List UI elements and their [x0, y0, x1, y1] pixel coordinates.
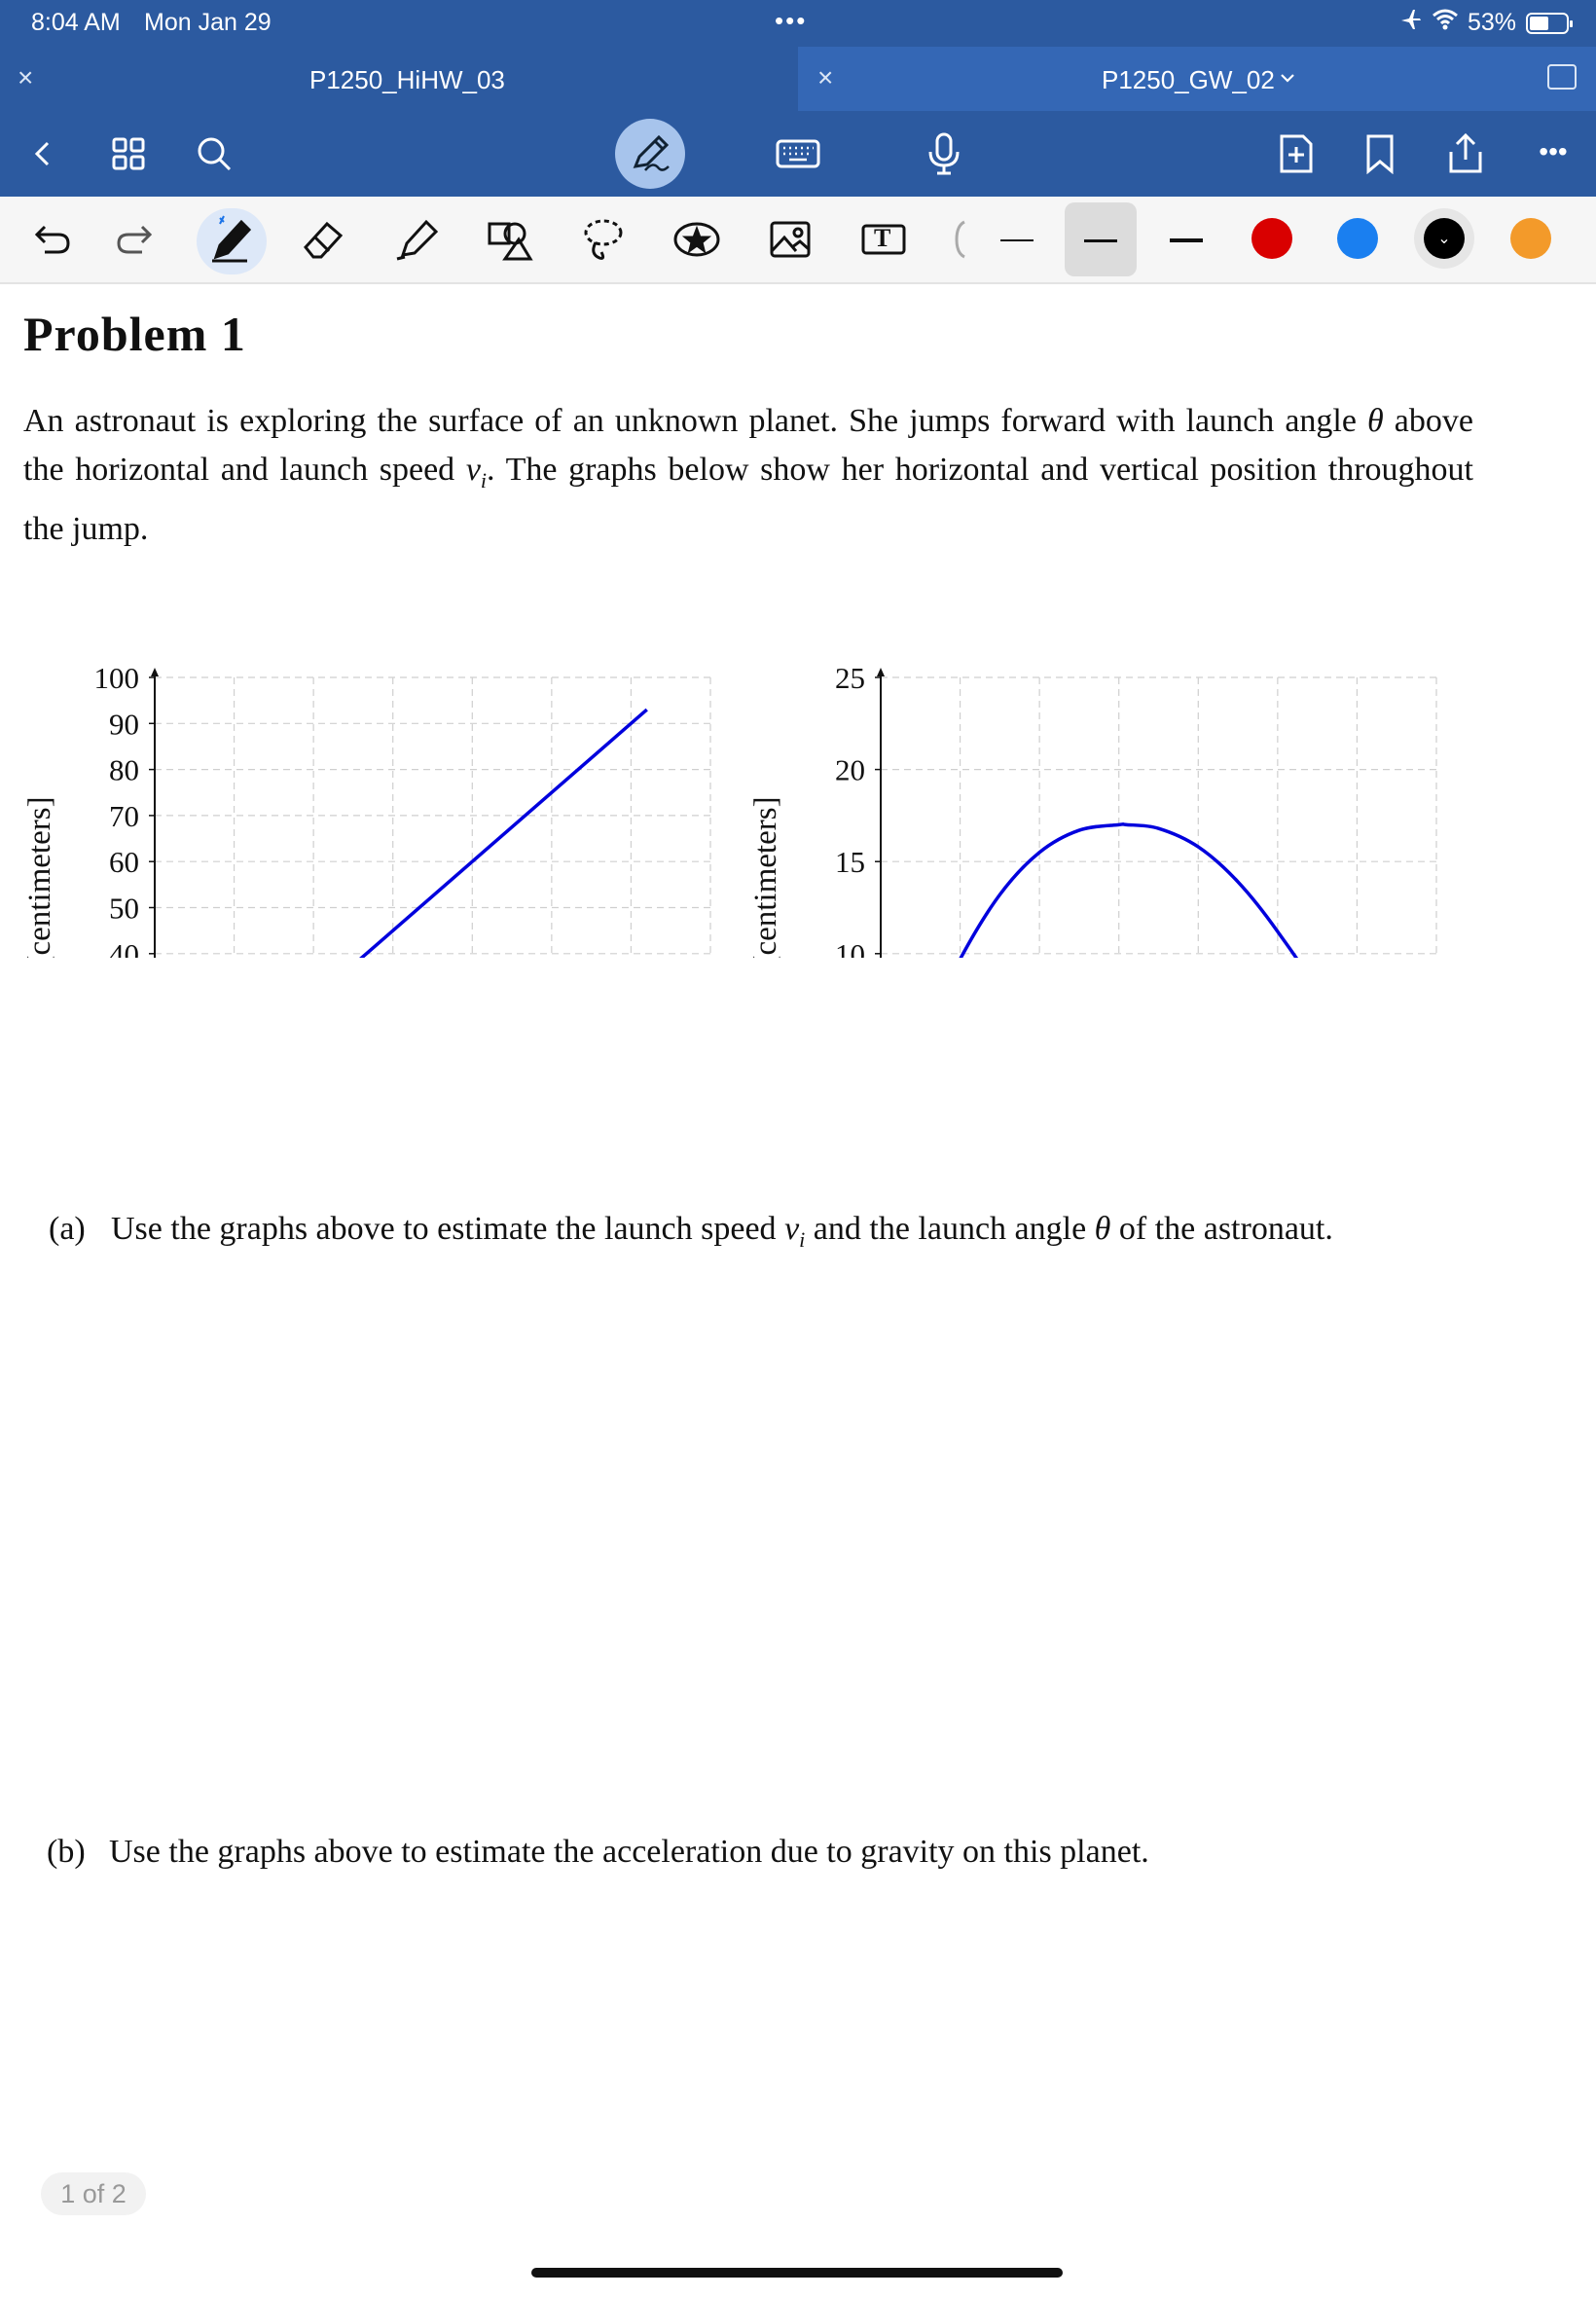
- question-a-text: Use the graphs above to estimate the launch speed $v_i$ and the launch angle θ of the astronaut.: [111, 1211, 1333, 1252]
- y-tick-label: 10: [835, 936, 865, 958]
- shapes-icon[interactable]: [485, 214, 535, 265]
- pen-tool-bar: [0, 197, 1596, 284]
- y-tick-label: 40: [109, 936, 139, 958]
- more-icon[interactable]: •••: [1539, 136, 1568, 166]
- wifi-icon: [1433, 9, 1458, 37]
- page-indicator: 1 of 2: [41, 2172, 146, 2215]
- multitasking-dots[interactable]: •••: [775, 6, 808, 35]
- sticker-icon[interactable]: [671, 214, 722, 265]
- y-tick-label: 80: [109, 752, 139, 787]
- question-b: [47, 1828, 1149, 1877]
- pen-icon[interactable]: [206, 214, 257, 265]
- question-a: [49, 1205, 1473, 1254]
- y-tick-label: 90: [109, 707, 139, 742]
- status-date: Mon Jan 29: [144, 9, 272, 36]
- series-line: [881, 824, 1373, 958]
- tab-title: P1250_HiHW_03: [309, 65, 505, 94]
- tab-p1250-hihw-03[interactable]: [0, 47, 798, 111]
- document-tab-bar: [0, 47, 1596, 111]
- undo-icon[interactable]: [27, 214, 78, 265]
- color-black-swatch[interactable]: [1424, 218, 1465, 259]
- main-toolbar: [0, 111, 1596, 197]
- y-axis-label: [centimeters]: [23, 796, 57, 958]
- stroke-medium[interactable]: [1084, 239, 1117, 242]
- home-indicator[interactable]: [531, 2268, 1063, 2278]
- keyboard-icon[interactable]: [775, 130, 821, 177]
- stroke-thin[interactable]: [1000, 239, 1034, 241]
- highlighter-icon[interactable]: [391, 214, 442, 265]
- text-icon[interactable]: [858, 214, 909, 265]
- lasso-icon[interactable]: [578, 214, 629, 265]
- close-tab-icon[interactable]: ×: [18, 62, 34, 92]
- chevron-down-icon: ⌄: [1437, 231, 1451, 247]
- close-tab-icon[interactable]: ×: [817, 62, 834, 92]
- document-page[interactable]: [0, 284, 1596, 2297]
- problem-heading: Problem 1: [23, 307, 246, 361]
- chevron-down-icon[interactable]: [1280, 67, 1295, 90]
- chart-vertical-position: [749, 568, 1469, 963]
- search-icon[interactable]: [191, 130, 237, 177]
- grid-icon[interactable]: [105, 130, 152, 177]
- y-tick-label: 60: [109, 845, 139, 880]
- eraser-icon[interactable]: [298, 214, 348, 265]
- airplane-icon: [1399, 8, 1423, 38]
- image-icon[interactable]: [765, 214, 816, 265]
- chart-horizontal-position: [23, 568, 744, 963]
- bookmark-icon[interactable]: [1357, 130, 1403, 177]
- handwriting-pen-icon[interactable]: [627, 130, 673, 177]
- y-tick-label: 100: [93, 661, 139, 695]
- redo-icon[interactable]: [109, 214, 160, 265]
- y-tick-label: 15: [835, 845, 865, 880]
- add-page-icon[interactable]: [1273, 130, 1320, 177]
- text-tool-label: T: [874, 224, 891, 252]
- status-indicators: [1399, 8, 1569, 38]
- question-b-label: (b): [47, 1834, 86, 1870]
- status-time: 8:04 AM: [31, 9, 121, 36]
- tab-title: P1250_GW_02: [1102, 65, 1275, 94]
- series-line: [155, 710, 647, 958]
- y-tick-label: 50: [109, 891, 139, 926]
- y-tick-label: 25: [835, 661, 865, 695]
- x-position-chart-svg: [23, 568, 744, 958]
- question-a-label: (a): [49, 1211, 86, 1247]
- question-b-text: Use the graphs above to estimate the acceleration due to gravity on this planet.: [109, 1834, 1149, 1870]
- status-bar: [0, 0, 1596, 47]
- microphone-icon[interactable]: [921, 130, 967, 177]
- y-axis-arrow: [151, 668, 159, 676]
- color-blue-swatch[interactable]: [1337, 218, 1378, 259]
- y-axis-arrow: [877, 668, 885, 676]
- share-icon[interactable]: [1442, 130, 1489, 177]
- color-orange-swatch[interactable]: [1510, 218, 1551, 259]
- battery-percent: 53%: [1467, 9, 1516, 36]
- y-position-chart-svg: [749, 568, 1469, 958]
- color-red-swatch[interactable]: [1251, 218, 1292, 259]
- y-tick-label: 70: [109, 798, 139, 833]
- y-axis-label: [centimeters]: [749, 796, 783, 958]
- stroke-thick[interactable]: [1170, 238, 1203, 242]
- tab-p1250-gw-02[interactable]: [798, 47, 1596, 111]
- battery-icon: [1526, 13, 1569, 34]
- y-tick-label: 20: [835, 752, 865, 787]
- back-icon[interactable]: [19, 130, 66, 177]
- problem-statement: An astronaut is exploring the surface of an unknown planet. She jumps forward with launch angle θ above the horizontal and launch speed $v_i$. The graphs below show her horizontal and vertical position throughout the jump.: [23, 403, 1473, 547]
- scroll-tools-handle[interactable]: [952, 214, 971, 265]
- split-view-icon[interactable]: [1547, 64, 1577, 90]
